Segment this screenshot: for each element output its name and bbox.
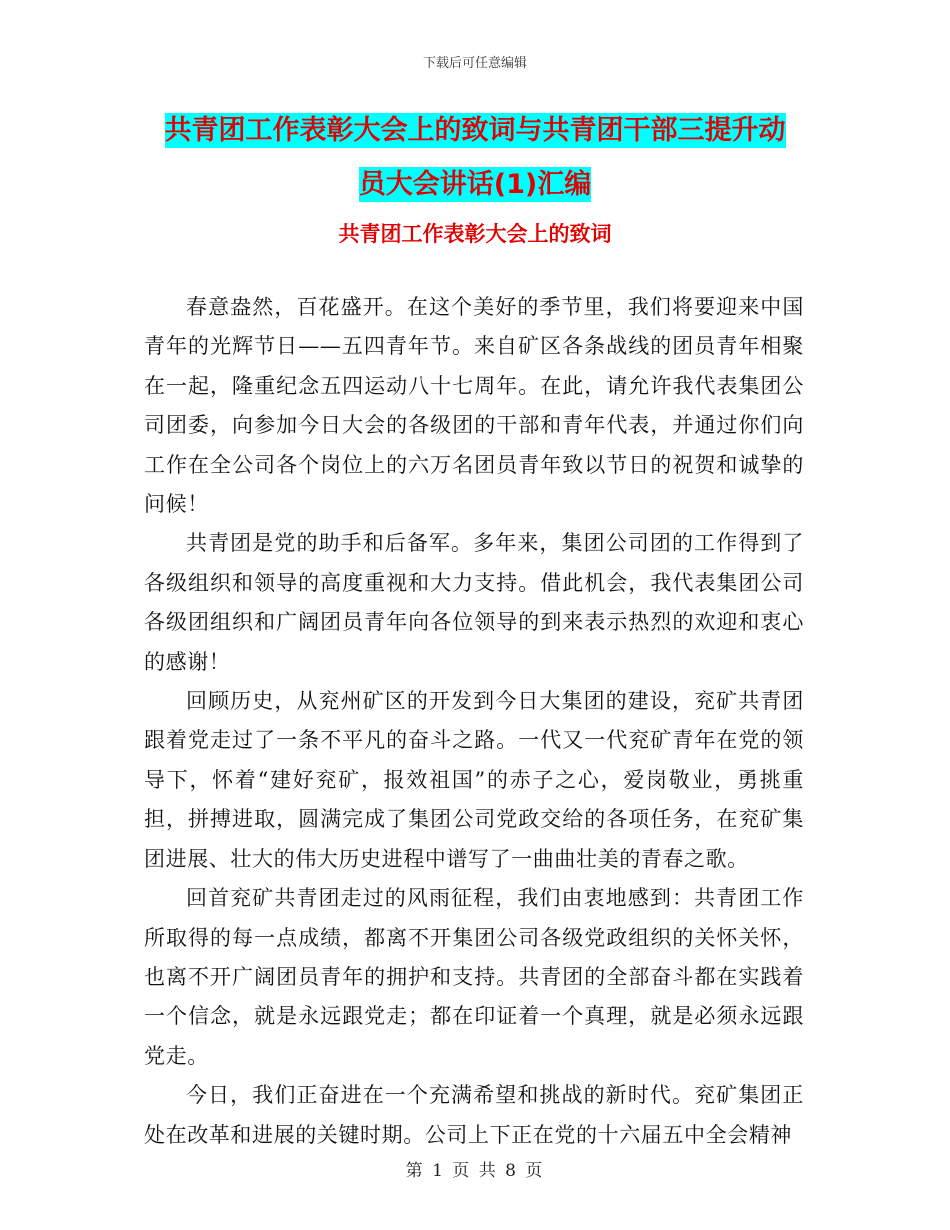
paragraph: 共青团是党的助手和后备军。多年来，集团公司团的工作得到了各级组织和领导的高度重视和大力支持。借此机会，我代表集团公司各级团组织和广阔团员青年向各位领导的到来表示热烈的欢迎和衷心的感谢！ [144,531,804,674]
page-header-note: 下载后可任意编辑 [422,56,527,71]
paragraph: 春意盎然，百花盛开。在这个美好的季节里，我们将要迎来中国青年的光辉节日——五四青年节。来自矿区各条战线的团员青年相聚在一起，隆重纪念五四运动八十七周年。在此，请允许我代表集团公司团委，向参加今日大会的各级团的干部和青年代表，并通过你们向工作在全公司各个岗位上的六万名团员青年致以节日的祝贺和诚挚的问候！ [144,295,804,517]
document-title-line1: 共青团工作表彰大会上的致词与共青团干部三提升动 [164,115,786,146]
paragraph: 今日，我们正奋进在一个充满希望和挑战的新时代。兖矿集团正处在改革和进展的关键时期。公司上下正在党的十六届五中全会精神 [144,1083,804,1147]
paragraph: 回首兖矿共青团走过的风雨征程，我们由衷地感到：共青团工作所取得的每一点成绩，都离不开集团公司各级党政组织的关怀关怀，也离不开广阔团员青年的拥护和支持。共青团的全部奋斗都在实践着一个信念，就是永远跟党走；都在印证着一个真理，就是必须永远跟党走。 [144,886,804,1068]
document-body [144,288,804,1155]
paragraph: 回顾历史，从兖州矿区的开发到今日大集团的建设，兖矿共青团跟着党走过了一条不平凡的奋斗之路。一代又一代兖矿青年在党的领导下，怀着“建好兖矿，报效祖国”的赤子之心，爱岗敬业，勇挑重担，拼搏进取，圆满完成了集团公司党政交给的各项任务，在兖矿集团进展、壮大的伟大历史进程中谱写了一曲曲壮美的青春之歌。 [144,689,804,871]
document-title [145,104,805,212]
document-title-line2: 员大会讲话(1)汇编 [358,169,592,200]
section-title: 共青团工作表彰大会上的致词 [338,222,612,246]
page-number-footer: 第 1 页 共 8 页 [405,1161,545,1181]
